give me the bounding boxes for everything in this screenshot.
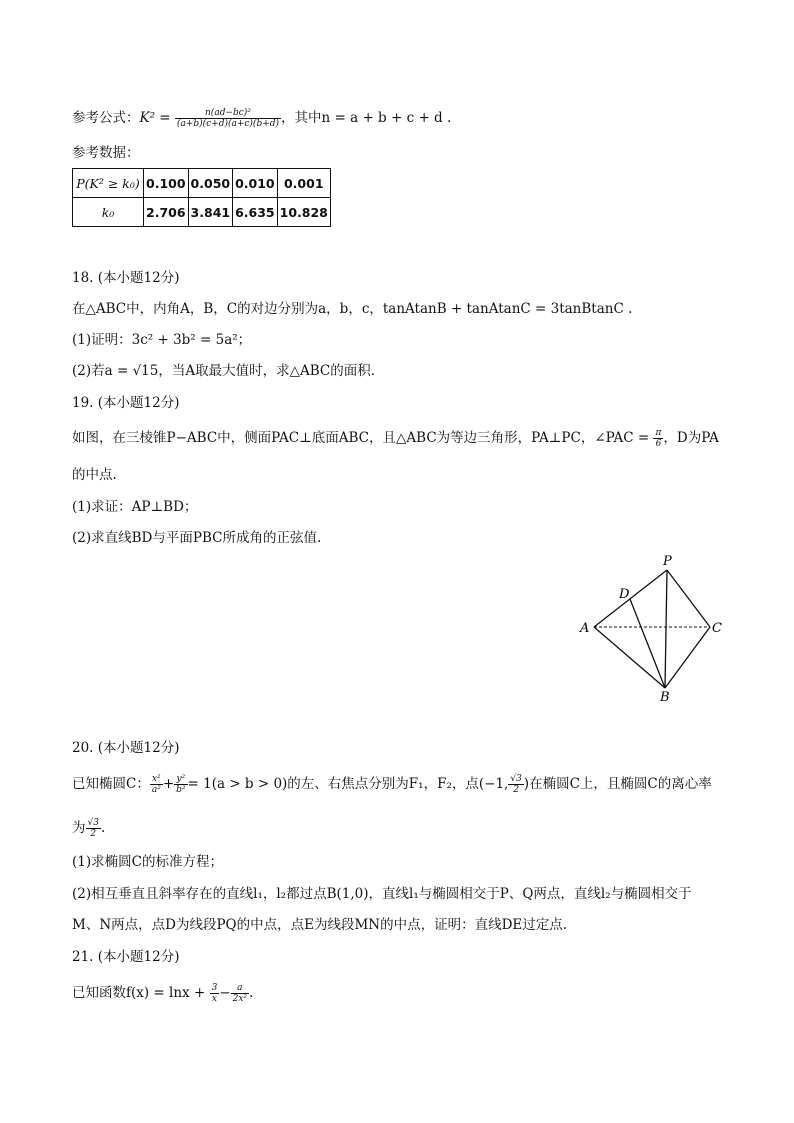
q18-part2: (2)若a = √15，当A取最大值时，求△ABC的面积. — [72, 363, 376, 379]
table-row — [73, 169, 331, 198]
edge-db — [630, 599, 665, 688]
q20-stem-c: )在椭圆C上，且椭圆C的离心率 — [523, 776, 712, 792]
reference-table — [72, 168, 331, 227]
formula-numerator: n(ad−bc)² — [205, 108, 251, 118]
table-cell: 3.841 — [188, 198, 233, 227]
pyramid-figure — [570, 548, 730, 708]
q20-part2-line1: (2)相互垂直且斜率存在的直线l₁，l₂都过点B(1,0)，直线l₁与椭圆相交于P、Q两点，直线l₂与椭圆相交于 — [72, 886, 692, 902]
formula-line — [72, 108, 451, 129]
formula-fraction — [175, 108, 281, 129]
frac-den: x — [210, 993, 220, 1004]
frac-num: 3 — [211, 983, 218, 993]
q20-stem-line2 — [72, 818, 105, 839]
label-c: C — [712, 621, 722, 636]
q19-stem-a: 如图，在三棱锥P−ABC中，侧面PAC⊥底面ABC，且△ABC为等边三角形，PA⊥PC，∠PAC = — [72, 430, 650, 446]
y2-over-b2 — [174, 774, 187, 795]
table-row — [73, 198, 331, 227]
label-d: D — [619, 587, 630, 602]
table-cell: 0.001 — [277, 169, 330, 198]
table-cell: 2.706 — [144, 198, 189, 227]
eccentricity-fraction — [86, 818, 101, 839]
frac-den: 2 — [86, 828, 101, 839]
q19-heading: 19. (本小题12分) — [72, 395, 180, 411]
frac-num: π — [655, 428, 662, 438]
plus-sign: + — [162, 776, 175, 792]
x2-over-a2 — [150, 774, 163, 795]
q19-part1: (1)求证：AP⊥BD； — [72, 499, 198, 515]
label-p: P — [663, 554, 672, 569]
q20-stem-e: . — [100, 820, 106, 836]
formula-prefix: 参考公式： — [72, 110, 140, 126]
q20-stem-line1 — [72, 774, 712, 795]
edge-ap — [594, 570, 667, 627]
label-b: B — [660, 690, 670, 705]
q21-stem-b: . — [249, 985, 254, 1001]
pi-over-6 — [653, 428, 663, 449]
formula-suffix: ，其中n = a + b + c + d . — [281, 110, 452, 126]
q20-part1: (1)求椭圆C的标准方程； — [72, 854, 223, 870]
frac-den: 6 — [653, 438, 663, 449]
edge-cb — [665, 627, 710, 688]
table-cell: 0.100 — [144, 169, 189, 198]
q21-stem-a: 已知函数f(x) = lnx + — [72, 985, 206, 1001]
frac-den: b² — [176, 785, 186, 795]
q21-stem — [72, 983, 253, 1004]
q18-heading: 18. (本小题12分) — [72, 270, 180, 286]
q20-heading: 20. (本小题12分) — [72, 740, 180, 756]
table-header-cell: P(K² ≥ k₀) — [73, 169, 144, 198]
frac-num: √3 — [510, 774, 522, 784]
ref-data-label: 参考数据： — [72, 145, 140, 161]
a-over-2x2 — [231, 983, 249, 1004]
frac-num: x² — [151, 774, 161, 784]
edge-pb — [665, 570, 667, 688]
q20-stem-b: = 1(a > b > 0)的左、右焦点分别为F₁，F₂，点(−1, — [187, 776, 509, 792]
label-a: A — [580, 621, 590, 636]
table-cell: 0.010 — [233, 169, 278, 198]
edge-ab — [594, 627, 665, 688]
sqrt3-over-2 — [508, 774, 523, 795]
frac-num: a — [237, 983, 243, 993]
q18-stem: 在△ABC中，内角A，B，C的对边分别为a，b，c，tanAtanB + tanAtanC = 3tanBtanC . — [72, 301, 633, 317]
q19-part2: (2)求直线BD与平面PBC所成角的正弦值. — [72, 530, 322, 546]
q20-part2-line2: M、N两点，点D为线段PQ的中点，点E为线段MN的中点，证明：直线DE过定点. — [72, 917, 568, 933]
frac-den: 2 — [508, 784, 523, 795]
q18-part1: (1)证明：3c² + 3b² = 5a²； — [72, 332, 252, 348]
minus-sign: − — [219, 985, 231, 1001]
frac-den: 2x² — [232, 994, 248, 1004]
q21-heading: 21. (本小题12分) — [72, 949, 180, 965]
formula-lhs: K² = — [139, 110, 171, 126]
table-cell: 6.635 — [233, 198, 278, 227]
table-header-cell: k₀ — [73, 198, 144, 227]
frac-num: y² — [176, 774, 186, 784]
q20-stem-d: 为 — [72, 820, 86, 836]
q19-stem-line2: 的中点. — [72, 467, 117, 483]
three-over-x — [210, 983, 220, 1004]
q19-stem-line1 — [72, 428, 719, 449]
edge-pc — [667, 570, 710, 627]
frac-num: √3 — [87, 818, 99, 828]
q19-stem-b: ，D为PA — [663, 430, 719, 446]
formula-denominator: (a+b)(c+d)(a+c)(b+d) — [176, 119, 280, 129]
q20-stem-a: 已知椭圆C： — [72, 776, 150, 792]
frac-den: a² — [151, 785, 161, 795]
table-cell: 10.828 — [277, 198, 330, 227]
table-cell: 0.050 — [188, 169, 233, 198]
